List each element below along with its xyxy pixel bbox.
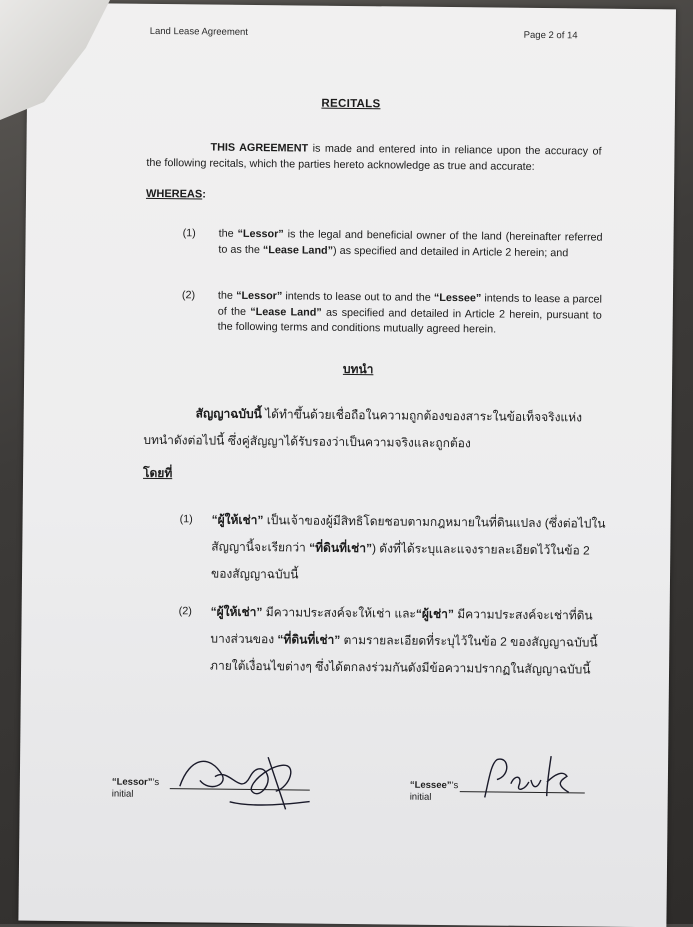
recitals-title: RECITALS xyxy=(321,97,381,111)
thai-intro-bold: สัญญาฉบับนี้ xyxy=(195,406,262,422)
thai-whereas-heading: โดยที่ xyxy=(143,465,173,481)
lessee-suffix: ’s xyxy=(451,780,459,792)
item-text-part: มีความประสงค์จะเช่าที่ดินบางส่วนของ xyxy=(210,607,593,647)
recital-item-2 xyxy=(181,288,603,336)
item-text-part: ) ดังที่ได้ระบุและแจงรายละเอียดไว้ในข้อ 2 ของสัญญาฉบับนี้ xyxy=(210,541,590,582)
item-number: (2) xyxy=(181,289,196,302)
lessee-label: “Lessee” xyxy=(409,779,452,792)
lessee-initial-label xyxy=(410,780,459,805)
whereas-colon: : xyxy=(202,188,206,201)
recital-item-1 xyxy=(182,226,603,259)
term-lease-land: “Lease Land” xyxy=(262,243,334,257)
item-text-part: as specified and detailed in Article 2 herein, pursuant to the following terms and conditions mutually agreed herein. xyxy=(217,306,602,336)
lessee-initial-text: initial xyxy=(409,791,432,803)
item-number: (1) xyxy=(182,227,196,240)
recitals-intro xyxy=(146,139,601,176)
term-lessor-thai: “ผู้ให้เช่า” xyxy=(211,512,264,528)
term-lease-land-thai: “ที่ดินที่เช่า” xyxy=(277,632,341,647)
header-document-title: Land Lease Agreement xyxy=(149,25,249,38)
intro-rest: is made and entered into in reliance upon the accuracy of the following recitals, which the parties hereto acknowledge as true and accurate: xyxy=(146,142,602,173)
item-text-part: is the legal and beneficial owner of the land (hereinafter referred to as the xyxy=(218,228,603,256)
term-lessee: “Lessee” xyxy=(433,291,482,305)
item-text-part: ตามรายละเอียดที่ระบุไว้ในข้อ 2 ของสัญญาฉบับนี้ ภายใต้เงื่อนไขต่างๆ ซึ่งได้ตกลงร่วมกันดังมีข้อความปรากฏในสัญญาฉบับนี้ xyxy=(210,632,598,677)
item-text xyxy=(218,227,602,262)
item-text-part: มีความประสงค์จะให้เช่า และ xyxy=(262,605,416,621)
item-text-part: เป็นเจ้าของผู้มีสิทธิโดยชอบตามกฎหมายในที่ดินแปลง (ซึ่งต่อไปในสัญญานี้จะเรียกว่า xyxy=(211,513,606,555)
item-text-part: the xyxy=(217,289,237,302)
term-lease-land-thai: “ที่ดินที่เช่า” xyxy=(309,540,373,556)
item-number: (1) xyxy=(179,513,193,526)
item-number: (2) xyxy=(178,605,192,618)
thai-intro-rest: ได้ทำขึ้นด้วยเชื่อถือในความถูกต้องของสาระในข้อเท็จจริงแห่งบทนำดังต่อไปนี้ ซึ่งคู่สัญญาได้รับรองว่าเป็นความจริงและถูกต้อง xyxy=(143,407,583,451)
header-page-number: Page 2 of 14 xyxy=(523,29,578,42)
term-lessor: “Lessor” xyxy=(236,289,283,303)
whereas-heading xyxy=(146,188,206,201)
thai-recitals-title: บทนำ xyxy=(342,361,374,377)
thai-item-2 xyxy=(178,598,604,677)
item-text-part: intends to lease out to and the xyxy=(282,290,434,304)
item-text-part: the xyxy=(218,227,238,240)
item-text xyxy=(211,507,607,592)
whereas-label: WHEREAS xyxy=(145,187,203,201)
item-text xyxy=(210,599,606,684)
thai-intro xyxy=(143,400,604,459)
lessor-signature xyxy=(170,746,321,818)
lessee-signature xyxy=(475,749,586,805)
term-lease-land: “Lease Land” xyxy=(250,305,322,319)
lessor-label: “Lessor” xyxy=(111,776,153,788)
thai-item-1 xyxy=(179,506,606,582)
lessor-suffix: ’s xyxy=(152,776,160,789)
lessor-initial-text: initial xyxy=(111,788,134,800)
document-page xyxy=(18,3,676,927)
item-text xyxy=(218,289,602,340)
term-lessor: “Lessor” xyxy=(237,227,284,241)
term-lessee-thai: “ผู้เช่า” xyxy=(415,606,455,622)
item-text-part: ) as specified and detailed in Article 2 herein; and xyxy=(333,244,569,259)
item-text-part: intends to lease a parcel of the xyxy=(217,292,603,318)
intro-bold: THIS AGREEMENT xyxy=(210,141,309,155)
lessor-initial-label xyxy=(112,777,160,801)
term-lessor-thai: “ผู้ให้เช่า” xyxy=(210,604,263,620)
